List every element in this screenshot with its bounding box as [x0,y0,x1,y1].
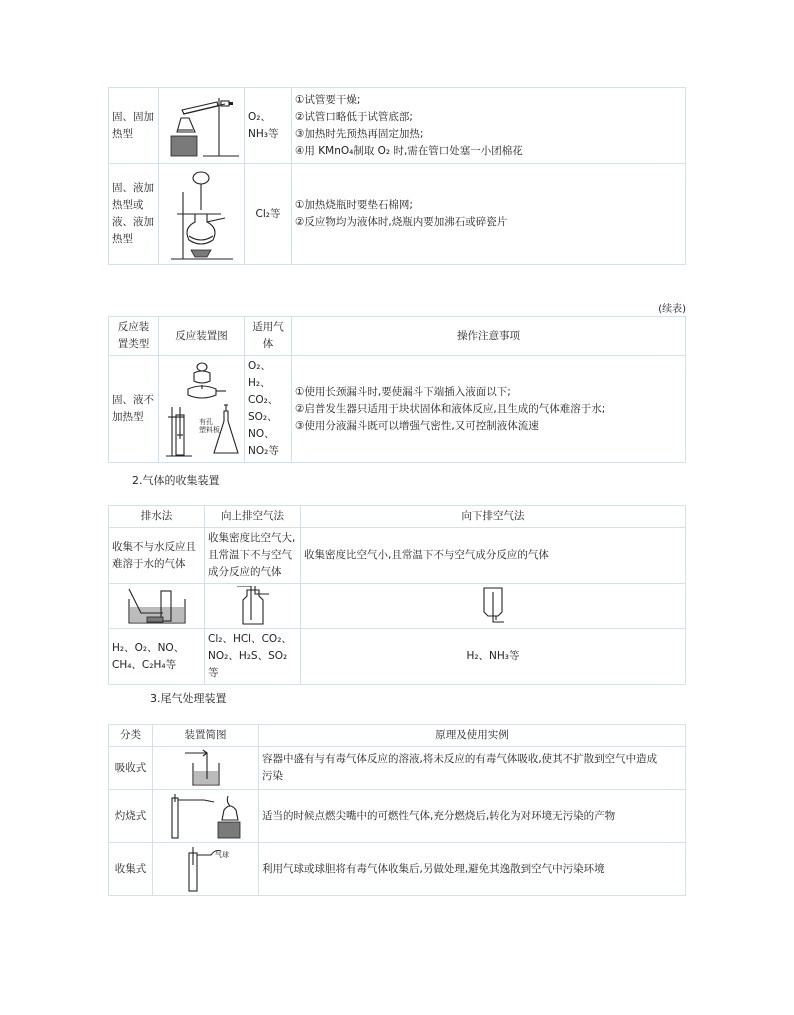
column-header: 向上排空气法 [205,506,301,528]
table-row [109,843,686,896]
combustion-apparatus-diagram [166,792,246,840]
solid-liquid-heating-apparatus-diagram [167,166,237,262]
example-cell: H₂、NH₃等 [301,629,686,685]
apparatus-type-cell: 固、固加 热型 [109,88,159,164]
table-row [109,629,686,685]
description-cell: 容器中盛有与有毒气体反应的溶液,将未反应的有毒气体吸收,使其不扩散到空气中造成 污染 [259,747,686,790]
column-header: 排水法 [109,506,205,528]
table-row [109,164,686,265]
example-cell: Cl₂、HCl、CO₂、 NO₂、H₂S、SO₂ 等 [205,629,301,685]
reaction-apparatus-table-part1 [108,87,686,265]
note-line: ①加热烧瓶时要垫石棉网; [295,199,413,211]
column-header: 适用气体 [245,317,292,356]
apparatus-figure-cell [159,356,245,463]
category-cell: 收集式 [109,843,153,896]
column-header: 向下排空气法 [301,506,686,528]
principle-cell: 收集不与水反应且 难溶于水的气体 [109,528,205,584]
column-header: 反应装置图 [159,317,245,356]
applicable-gases-cell: O₂、 H₂、 CO₂、 SO₂、 NO、 NO₂等 [245,356,292,463]
apparatus-figure-cell [159,164,245,265]
tail-gas-treatment-table [108,724,686,896]
figure-cell [205,584,301,629]
balloon-label: 气球 [215,851,229,859]
notes-cell [292,164,686,265]
upward-air-displacement-diagram [233,586,273,626]
solid-liquid-no-heating-apparatus-diagram [162,359,242,459]
description-cell: 适当的时候点燃尖嘴中的可燃性气体,充分燃烧后,转化为对环境无污染的产物 [259,790,686,843]
example-cell: H₂、O₂、NO、 CH₄、C₂H₄等 [109,629,205,685]
applicable-gases-cell: Cl₂等 [245,164,292,265]
description-cell: 利用气球或球胆将有毒气体收集后,另做处理,避免其逸散到空气中污染环境 [259,843,686,896]
apparatus-type-cell: 固、液加 热型或 液、液加 热型 [109,164,159,265]
column-header: 反应装 置类型 [109,317,159,356]
solid-solid-heating-apparatus-diagram [163,92,241,160]
water-displacement-diagram [125,587,189,625]
applicable-gases-cell: O₂、 NH₃等 [245,88,292,164]
notes-cell [292,88,686,164]
table-row [109,528,686,584]
note-line: ②反应物均为液体时,烧瓶内要加沸石或碎瓷片 [295,216,508,228]
principle-cell: 收集密度比空气小,且常温下不与空气成分反应的气体 [301,528,686,584]
note-line: ②启普发生器只适用于块状固体和液体反应,且生成的气体难溶于水; [295,402,606,415]
section-title: 2.气体的收集装置 [132,474,220,487]
table-row [109,356,686,463]
table-header-row [109,317,686,356]
perforated-plate-label: 有孔 塑料板 [199,418,220,434]
apparatus-figure-cell [159,88,245,164]
section-title: 3.尾气处理装置 [150,692,227,705]
note-line: ③加热时先预热再固定加热; [295,127,424,140]
table-row [109,747,686,790]
continued-label: (续表) [658,304,686,315]
figure-cell [153,747,259,790]
note-line: ④用 KMnO₄制取 O₂ 时,需在管口处塞一小团棉花 [295,144,523,157]
category-cell: 灼烧式 [109,790,153,843]
table-row [109,584,686,629]
category-cell: 吸收式 [109,747,153,790]
table-header-row [109,725,686,747]
figure-cell [109,584,205,629]
apparatus-type-cell: 固、液不 加热型 [109,356,159,463]
figure-cell [301,584,686,629]
downward-air-displacement-diagram [478,586,508,626]
principle-cell: 收集密度比空气大, 且常温下不与空气 成分反应的气体 [205,528,301,584]
column-header: 原理及使用实例 [259,725,686,747]
column-header: 装置简图 [153,725,259,747]
note-line: ①使用长颈漏斗时,要使漏斗下端插入液面以下; [295,385,511,398]
column-header: 分类 [109,725,153,747]
note-line: ②试管口略低于试管底部; [295,110,413,123]
table-row [109,88,686,164]
column-header: 操作注意事项 [292,317,686,356]
absorption-apparatus-diagram [181,749,231,787]
note-line: ①试管要干燥; [295,93,361,106]
gas-collection-table [108,505,686,685]
note-line: ③使用分液漏斗既可以增强气密性,又可控制液体流速 [295,419,539,432]
figure-cell [153,790,259,843]
notes-cell [292,356,686,463]
table-row [109,790,686,843]
table-header-row [109,506,686,528]
reaction-apparatus-table-part2 [108,316,686,463]
figure-cell [153,843,259,896]
